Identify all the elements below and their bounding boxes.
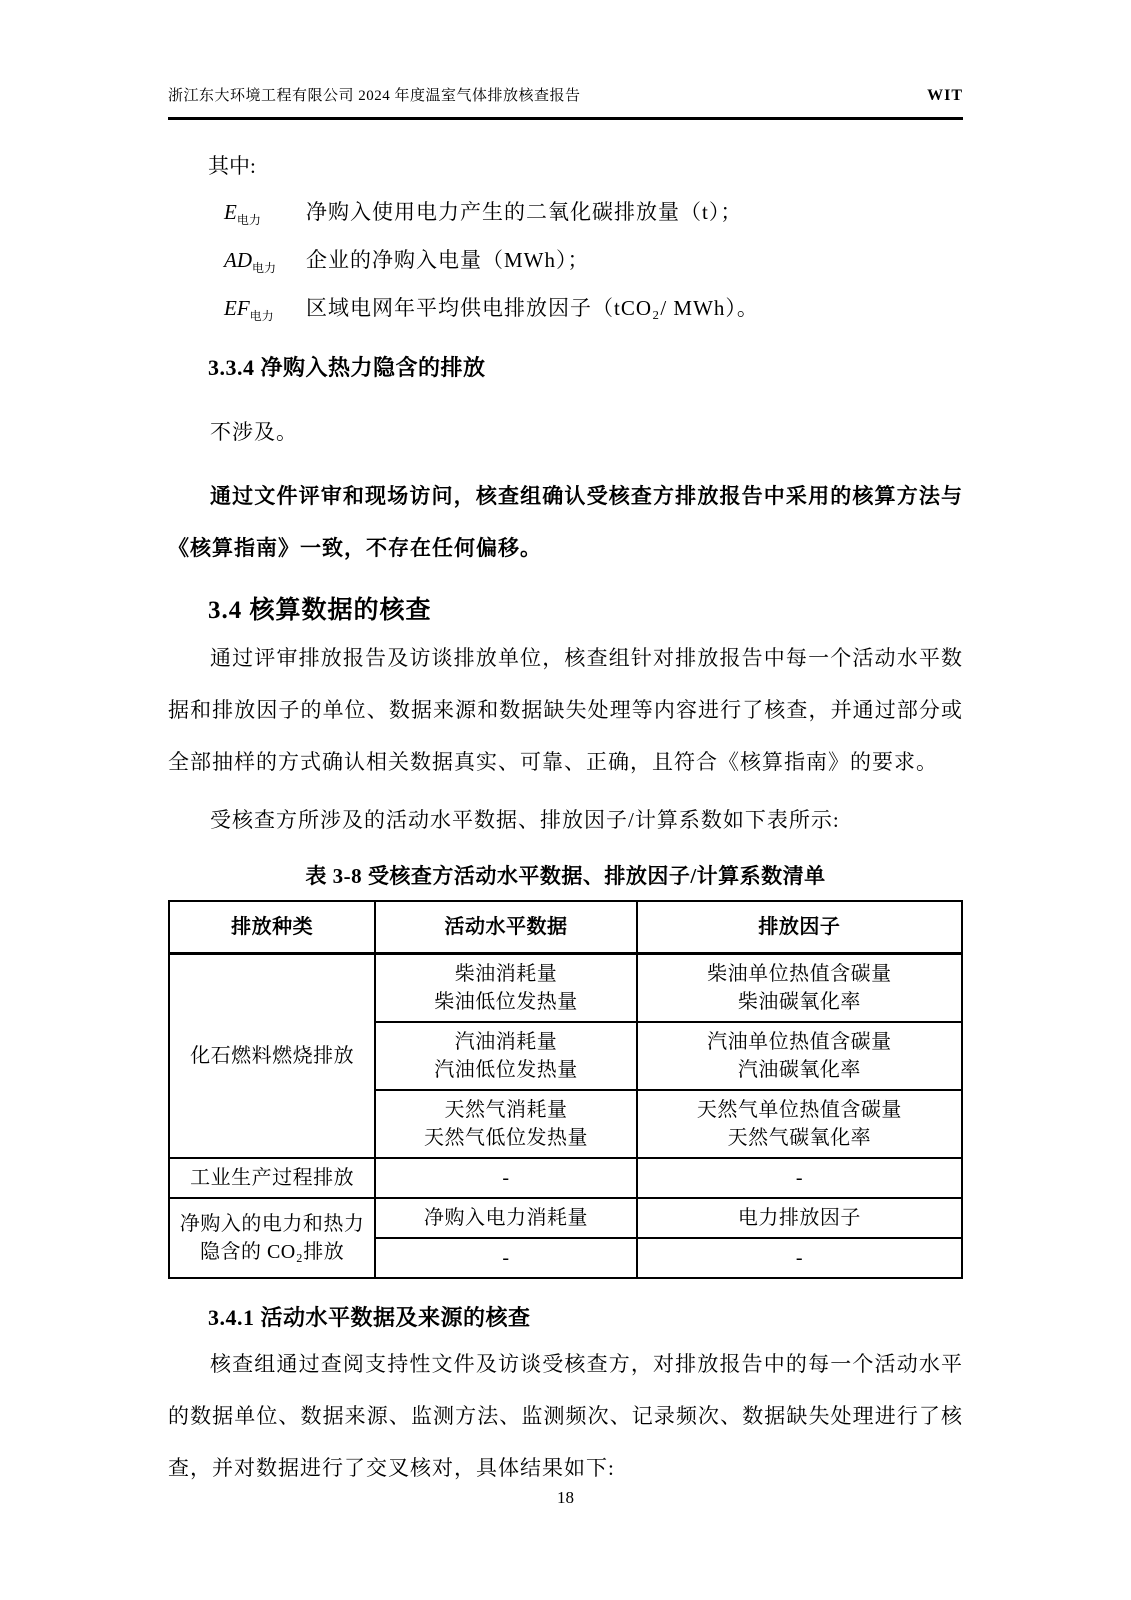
cell-line: 汽油碳氧化率 [737, 1058, 861, 1081]
definition-description: 净购入使用电力产生的二氧化碳排放量（t）； [306, 200, 743, 224]
cell-line: 天然气低位发热量 [424, 1126, 589, 1149]
symbol-e: E [224, 200, 237, 224]
cell-line: - [502, 1246, 510, 1269]
paragraph-conclusion-bold: 通过文件评审和现场访问，核查组确认受核查方排放报告中采用的核算方法与《核算指南》一致，不存在任何偏移。 [168, 483, 963, 560]
cell-line: - [795, 1166, 804, 1189]
cell-factor-diesel [637, 953, 962, 1022]
header-report-title: 浙江东大环境工程有限公司 2024 年度温室气体排放核查报告 [168, 88, 581, 104]
paragraph-table-lead-in: 受核查方所涉及的活动水平数据、排放因子/计算系数如下表所示: [210, 807, 840, 832]
cell-line: 柴油低位发热量 [434, 990, 578, 1013]
definition-list [168, 196, 963, 325]
cell-category-fossil-fuel [169, 953, 375, 1158]
cell-category-purchased-power-heat [169, 1198, 375, 1278]
table-row-purchased-electricity [169, 1198, 962, 1238]
symbol-subscript: 电力 [249, 309, 274, 324]
paragraph-3-4-1-verification: 核查组通过查阅支持性文件及访谈受核查方，对排放报告中的每一个活动水平的数据单位、数据来源、监测方法、监测频次、记录频次、数据缺失处理进行了核查，并对数据进行了交叉核对，具体结果如下: [168, 1351, 963, 1480]
definition-term [224, 200, 306, 228]
cell-factor-electricity [637, 1198, 962, 1238]
definition-description: 企业的净购入电量（MWh）； [306, 248, 590, 273]
cell-line: 电力排放因子 [737, 1206, 861, 1229]
definition-description: 区域电网年平均供电排放因子（tCO₂/ MWh）。 [306, 296, 759, 321]
paragraph-not-applicable: 不涉及。 [210, 419, 298, 444]
cell-line: 天然气消耗量 [444, 1098, 568, 1121]
table-row-industrial-process [169, 1158, 962, 1198]
column-header-emission-factor: 排放因子 [637, 901, 962, 954]
cell-factor-gasoline [637, 1022, 962, 1090]
cell-line: 柴油消耗量 [454, 962, 558, 985]
symbol-ef: EF [224, 296, 250, 321]
symbol-subscript: 电力 [236, 213, 261, 228]
page-header [168, 84, 963, 120]
cell-activity-diesel [375, 953, 637, 1022]
symbol-ad: AD [224, 248, 252, 273]
cell-activity-gasoline [375, 1022, 637, 1090]
cell-line: 天然气单位热值含碳量 [696, 1098, 902, 1121]
cell-line: 柴油单位热值含碳量 [707, 962, 892, 985]
cell-line: 工业生产过程排放 [190, 1166, 355, 1189]
cell-line: - [795, 1246, 804, 1269]
cell-activity-heat-dash [375, 1238, 637, 1278]
column-header-emission-type: 排放种类 [169, 901, 375, 954]
definitions-intro: 其中: [208, 154, 256, 178]
section-heading-3-4-1: 3.4.1 活动水平数据及来源的核查 [208, 1304, 531, 1330]
cell-factor-heat-dash [637, 1238, 962, 1278]
cell-line: 天然气碳氧化率 [727, 1126, 872, 1149]
symbol-subscript: 电力 [252, 261, 277, 276]
table-header-row [169, 901, 962, 954]
column-header-activity-data: 活动水平数据 [375, 901, 637, 954]
table-caption: 表 3-8 受核查方活动水平数据、排放因子/计算系数清单 [305, 863, 826, 888]
cell-activity-natural-gas [375, 1090, 637, 1158]
activity-data-table [168, 900, 963, 1279]
cell-category-industrial-process [169, 1158, 375, 1198]
definition-row-ef-electricity [168, 292, 963, 324]
definition-term [224, 248, 306, 276]
definition-row-ad-electricity [168, 244, 963, 276]
cell-activity-purchased-electricity [375, 1198, 637, 1238]
cell-line: 化石燃料燃烧排放 [190, 1044, 355, 1067]
cell-line: 汽油单位热值含碳量 [707, 1030, 892, 1053]
table-row-diesel [169, 953, 962, 1022]
cell-line: 汽油低位发热量 [434, 1058, 578, 1081]
cell-line: 隐含的 CO₂排放 [199, 1240, 345, 1263]
section-heading-3-4: 3.4 核算数据的核查 [208, 596, 432, 624]
cell-line: 净购入电力消耗量 [424, 1206, 589, 1229]
page-number: 18 [557, 1488, 574, 1507]
header-org-mark: WIT [927, 87, 963, 104]
section-heading-3-3-4: 3.3.4 净购入热力隐含的排放 [208, 354, 486, 380]
cell-line: - [502, 1166, 510, 1189]
cell-line: 柴油碳氧化率 [737, 990, 861, 1013]
cell-activity-industrial-dash [375, 1158, 637, 1198]
definition-row-e-electricity [168, 196, 963, 228]
paragraph-3-4-verification: 通过评审排放报告及访谈排放单位，核查组针对排放报告中每一个活动水平数据和排放因子的单位、数据来源和数据缺失处理等内容进行了核查，并通过部分或全部抽样的方式确认相关数据真实、可靠、正确，且符合《核算指南》的要求。 [168, 645, 963, 774]
cell-factor-natural-gas [637, 1090, 962, 1158]
cell-line: 净购入的电力和热力 [179, 1212, 365, 1235]
cell-factor-industrial-dash [637, 1158, 962, 1198]
cell-line: 汽油消耗量 [454, 1030, 558, 1053]
definition-term [224, 296, 306, 324]
